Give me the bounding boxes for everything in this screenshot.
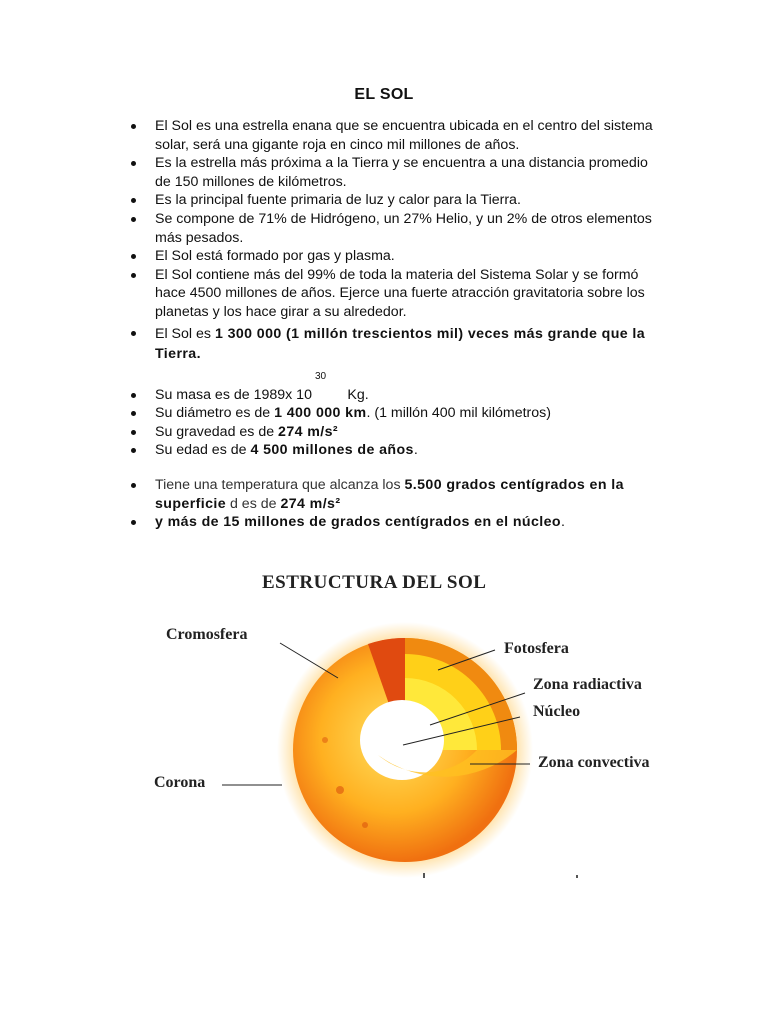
list-item: El Sol está formado por gas y plasma. xyxy=(155,247,665,266)
list-item: El Sol es una estrella enana que se encuentra ubicada en el centro del sistema solar, será una gigante roja en cinco mil millones de años. xyxy=(155,117,665,154)
sun-structure-figure xyxy=(140,560,700,890)
label-nucleo: Núcleo xyxy=(533,703,581,720)
figure-title: ESTRUCTURA DEL SOL xyxy=(262,572,487,593)
list-item: Es la principal fuente primaria de luz y calor para la Tierra. xyxy=(155,191,665,210)
label-zona-convectiva: Zona convectiva xyxy=(538,754,650,771)
list-item: Se compone de 71% de Hidrógeno, un 27% Helio, y un 2% de otros elementos más pesados. xyxy=(155,210,665,247)
label-corona: Corona xyxy=(154,774,206,791)
page-title: EL SOL xyxy=(354,86,414,103)
list-item: y más de 15 millones de grados centígrados en el núcleo. xyxy=(155,513,665,532)
list-item: El Sol contiene más del 99% de toda la materia del Sistema Solar y se formó hace 4500 millones de años. Ejerce una fuerte atracción gravitatoria sobre los planetas y los hace girar a su alrededor. xyxy=(155,266,665,322)
mass-exponent-row xyxy=(155,364,665,386)
list-item: Tiene una temperatura que alcanza los 5.500 grados centígrados en la superficie d es de 274 m/s² xyxy=(155,476,665,513)
list-item: Su masa es de 1989x 10 Kg. xyxy=(155,386,665,405)
core xyxy=(360,700,444,780)
sun-structure-diagram xyxy=(140,560,700,890)
mass-exponent: 30 xyxy=(315,370,327,382)
list-item: Su gravedad es de 274 m/s² xyxy=(155,423,665,442)
label-zona-radiactiva: Zona radiactiva xyxy=(533,676,642,693)
list-item: Su edad es de 4 500 millones de años. xyxy=(155,441,665,460)
facts-list xyxy=(155,117,665,532)
list-item: Es la estrella más próxima a la Tierra y se encuentra a una distancia promedio de 150 millones de kilómetros. xyxy=(155,154,665,191)
list-item: El Sol es 1 300 000 (1 millón trescientos mil) veces más grande que la Tierra. xyxy=(155,324,665,364)
list-item: Su diámetro es de 1 400 000 km. (1 millón 400 mil kilómetros) xyxy=(155,404,665,423)
label-cromosfera: Cromosfera xyxy=(166,626,248,643)
label-fotosfera: Fotosfera xyxy=(504,640,569,657)
